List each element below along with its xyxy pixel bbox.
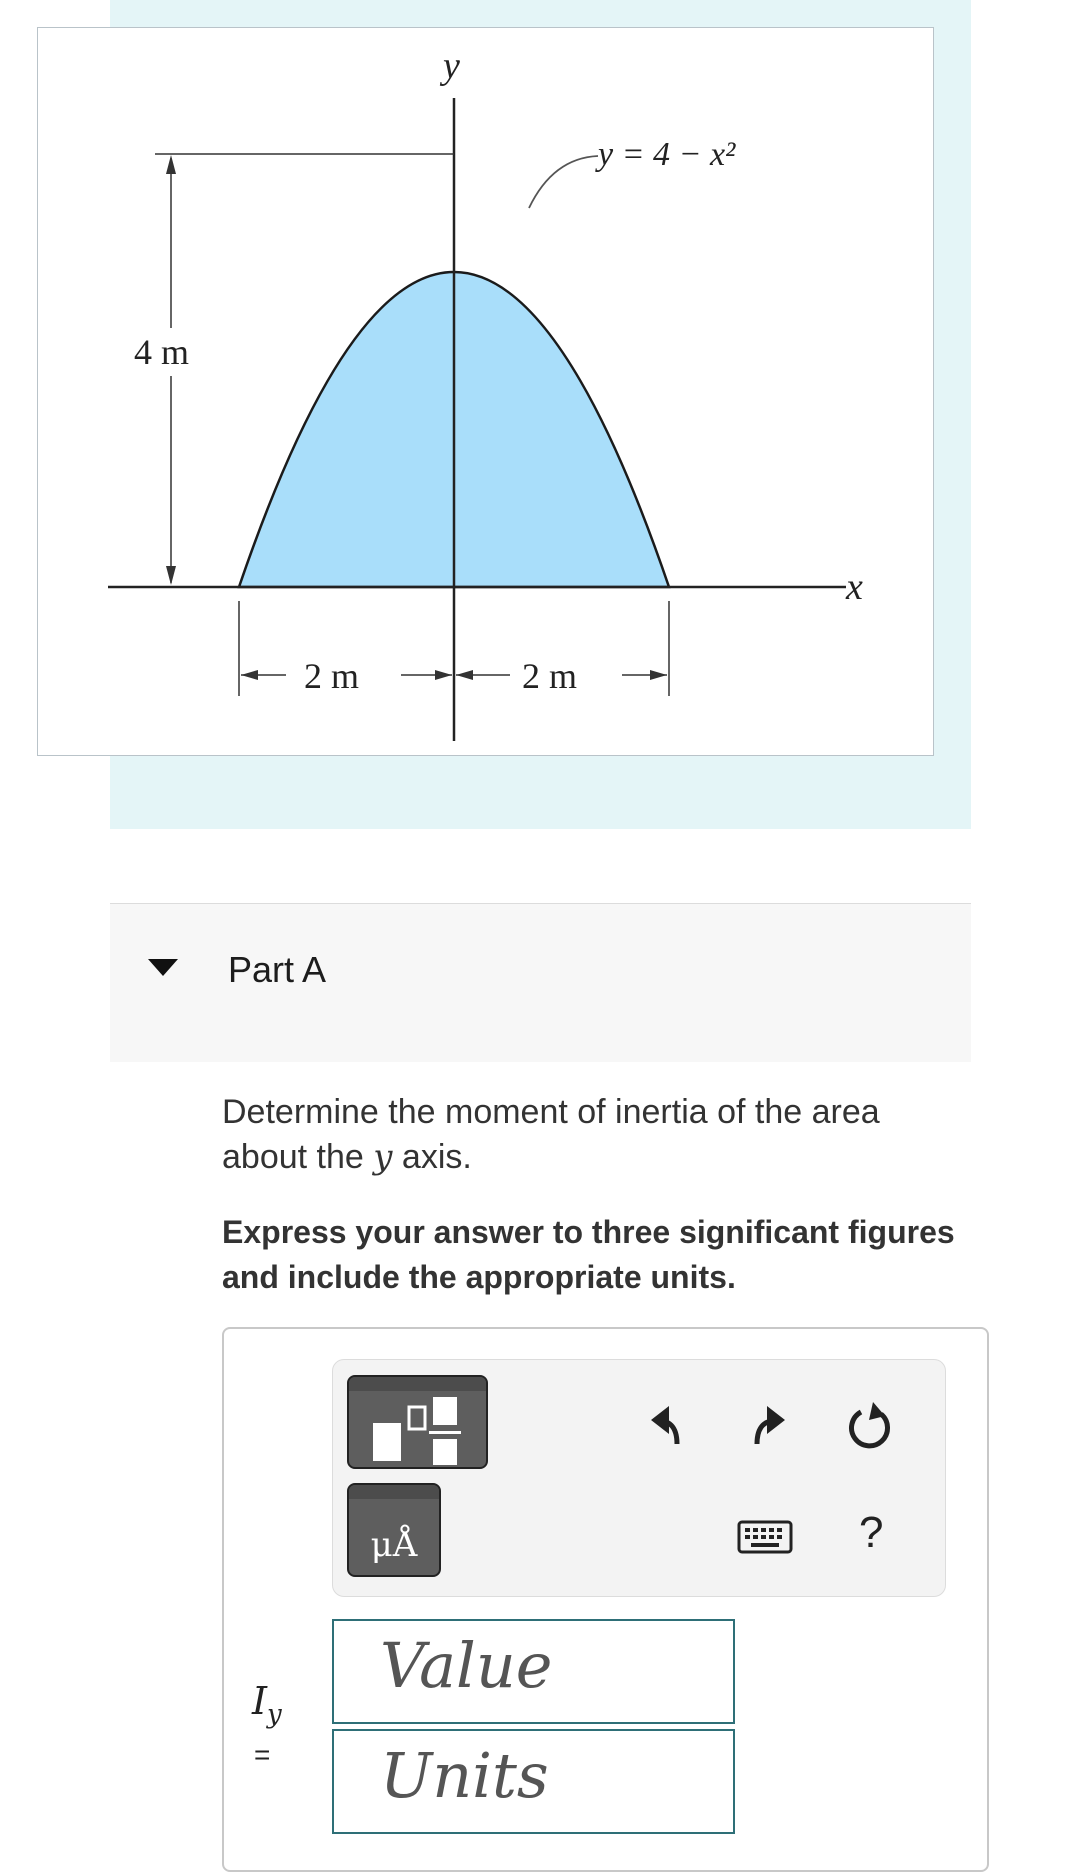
- equals-sign: =: [254, 1739, 271, 1770]
- button-strip: [349, 1485, 439, 1499]
- equation-leader: [529, 156, 598, 208]
- arrow-right-1: [435, 670, 452, 680]
- arrow-up: [166, 155, 176, 174]
- units-input[interactable]: Units: [332, 1729, 735, 1834]
- figure-frame: [37, 27, 934, 756]
- y-axis-label: y: [443, 45, 460, 87]
- arrow-left-1: [241, 670, 258, 680]
- arrow-left-2: [456, 670, 473, 680]
- value-input[interactable]: Value: [332, 1619, 735, 1724]
- templates-icon: [349, 1377, 488, 1469]
- prompt-variable: y: [373, 1137, 393, 1177]
- curve-equation: y = 4 − x²: [598, 136, 736, 173]
- help-icon[interactable]: ?: [859, 1508, 884, 1557]
- reset-icon[interactable]: [841, 1400, 897, 1456]
- undo-icon[interactable]: [647, 1400, 697, 1450]
- variable-subscript: y: [267, 1699, 282, 1730]
- units-button[interactable]: [347, 1483, 441, 1577]
- answer-variable: [252, 1679, 282, 1730]
- arrow-down: [166, 566, 176, 585]
- question-prompt: [222, 1090, 962, 1180]
- answer-instruction: Express your answer to three significant figures and include the appropriate units.: [222, 1214, 955, 1295]
- variable-symbol: I: [252, 1679, 268, 1723]
- templates-button[interactable]: [347, 1375, 488, 1469]
- part-title: Part A: [228, 949, 327, 990]
- redo-icon[interactable]: [739, 1400, 789, 1450]
- left-width-label: 2 m: [304, 656, 360, 696]
- prompt-text-end: axis.: [392, 1138, 472, 1176]
- right-width-label: 2 m: [522, 656, 578, 696]
- part-a-header[interactable]: [110, 903, 971, 1062]
- x-axis-label: x: [846, 566, 863, 608]
- arrow-right-2: [650, 670, 667, 680]
- answer-box: [222, 1327, 989, 1872]
- height-dimension-label: 4 m: [134, 332, 190, 372]
- collapse-triangle-icon[interactable]: [148, 959, 178, 976]
- keyboard-icon[interactable]: [737, 1520, 793, 1554]
- math-toolbar: [332, 1359, 946, 1597]
- prompt-text: Determine the moment of inertia of the area about the: [222, 1093, 880, 1176]
- units-icon: μÅ: [370, 1525, 418, 1565]
- parabola-figure: [38, 28, 935, 757]
